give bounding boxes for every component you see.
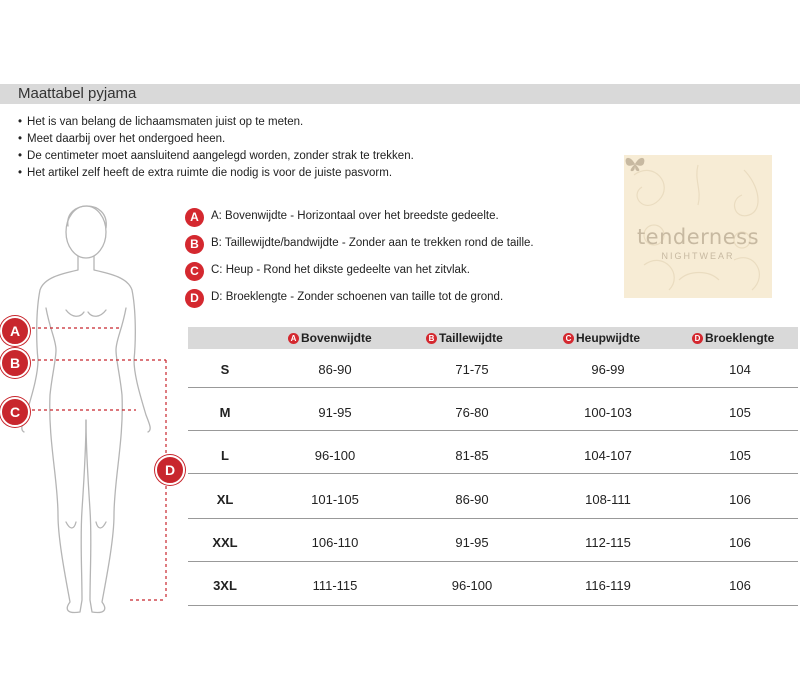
butterfly-icon bbox=[624, 155, 646, 173]
table-cell: 91-95 bbox=[318, 405, 352, 420]
instruction-list bbox=[18, 114, 414, 182]
header-label: Broeklengte bbox=[705, 331, 775, 345]
instruction-item: • Het artikel zelf heeft de extra ruimte die nodig is voor de juiste pasvorm. bbox=[18, 165, 414, 182]
table-cell: 71-75 bbox=[455, 362, 489, 377]
header-marker-a: A bbox=[288, 333, 299, 344]
instruction-item: • Meet daarbij over het ondergoed heen. bbox=[18, 131, 414, 148]
size-cell: XXL bbox=[212, 535, 238, 550]
legend-text: B: Taillewijdte/bandwijdte - Zonder aan te trekken rond de taille. bbox=[211, 237, 534, 249]
table-cell: 111-115 bbox=[312, 578, 358, 593]
table-header bbox=[188, 327, 798, 349]
marker-d: D bbox=[155, 455, 185, 485]
table-cell: 100-103 bbox=[584, 405, 632, 420]
header-bovenwijdte bbox=[288, 331, 372, 345]
legend-text: C: Heup - Rond het dikste gedeelte van het zitvlak. bbox=[211, 264, 470, 276]
logo-wordmark: tenderness bbox=[636, 225, 760, 249]
size-cell: S bbox=[220, 362, 230, 377]
row-divider bbox=[188, 561, 798, 562]
page-title: Maattabel pyjama bbox=[18, 85, 137, 102]
instruction-item: • De centimeter moet aansluitend aangelegd worden, zonder strak te trekken. bbox=[18, 148, 414, 165]
instruction-item: • Het is van belang de lichaamsmaten juist op te meten. bbox=[18, 114, 414, 131]
table-cell: 105 bbox=[729, 448, 751, 463]
table-cell: 106 bbox=[729, 578, 751, 593]
logo-subtitle: NIGHTWEAR bbox=[661, 251, 735, 261]
row-divider bbox=[188, 473, 798, 474]
header-label: Heupwijdte bbox=[576, 331, 641, 345]
header-marker-d: D bbox=[692, 333, 703, 344]
table-cell: 96-99 bbox=[591, 362, 625, 377]
table-cell: 112-115 bbox=[585, 535, 631, 550]
table-cell: 106-110 bbox=[311, 535, 359, 550]
legend-marker-a: A bbox=[185, 208, 204, 227]
table-cell: 116-119 bbox=[585, 578, 631, 593]
table-cell: 104 bbox=[729, 362, 751, 377]
table-cell: 101-105 bbox=[311, 492, 359, 507]
measurement-lines bbox=[26, 328, 166, 600]
table-cell: 105 bbox=[729, 405, 751, 420]
size-cell: 3XL bbox=[213, 578, 237, 593]
legend-marker-c: C bbox=[185, 262, 204, 281]
size-cell: L bbox=[221, 448, 229, 463]
legend-text: D: Broeklengte - Zonder schoenen van taille tot de grond. bbox=[211, 291, 504, 303]
legend-marker-b: B bbox=[185, 235, 204, 254]
marker-b: B bbox=[0, 348, 30, 378]
header-broeklengte bbox=[692, 331, 774, 345]
table-cell: 106 bbox=[729, 492, 751, 507]
header-taillewijdte bbox=[426, 331, 503, 345]
header-label: Bovenwijdte bbox=[301, 331, 372, 345]
title-bar bbox=[0, 84, 800, 104]
row-divider bbox=[188, 518, 798, 519]
table-cell: 86-90 bbox=[455, 492, 489, 507]
header-marker-b: B bbox=[426, 333, 437, 344]
table-cell: 91-95 bbox=[455, 535, 489, 550]
body-outline bbox=[22, 206, 150, 613]
header-marker-c: C bbox=[563, 333, 574, 344]
table-cell: 104-107 bbox=[584, 448, 632, 463]
table-cell: 108-111 bbox=[585, 492, 631, 507]
table-cell: 96-100 bbox=[451, 578, 493, 593]
size-cell: XL bbox=[216, 492, 234, 507]
size-cell: M bbox=[219, 405, 231, 420]
legend-text: A: Bovenwijdte - Horizontaal over het breedste gedeelte. bbox=[211, 210, 499, 222]
row-divider bbox=[188, 430, 798, 431]
table-cell: 86-90 bbox=[318, 362, 352, 377]
brand-logo bbox=[624, 155, 772, 298]
table-cell: 76-80 bbox=[455, 405, 489, 420]
row-divider bbox=[188, 605, 798, 606]
legend-marker-d: D bbox=[185, 289, 204, 308]
table-cell: 96-100 bbox=[314, 448, 356, 463]
header-heupwijdte bbox=[563, 331, 640, 345]
row-divider bbox=[188, 387, 798, 388]
marker-c: C bbox=[0, 397, 30, 427]
marker-a: A bbox=[0, 316, 30, 346]
table-cell: 106 bbox=[729, 535, 751, 550]
table-cell: 81-85 bbox=[455, 448, 489, 463]
header-label: Taillewijdte bbox=[439, 331, 503, 345]
